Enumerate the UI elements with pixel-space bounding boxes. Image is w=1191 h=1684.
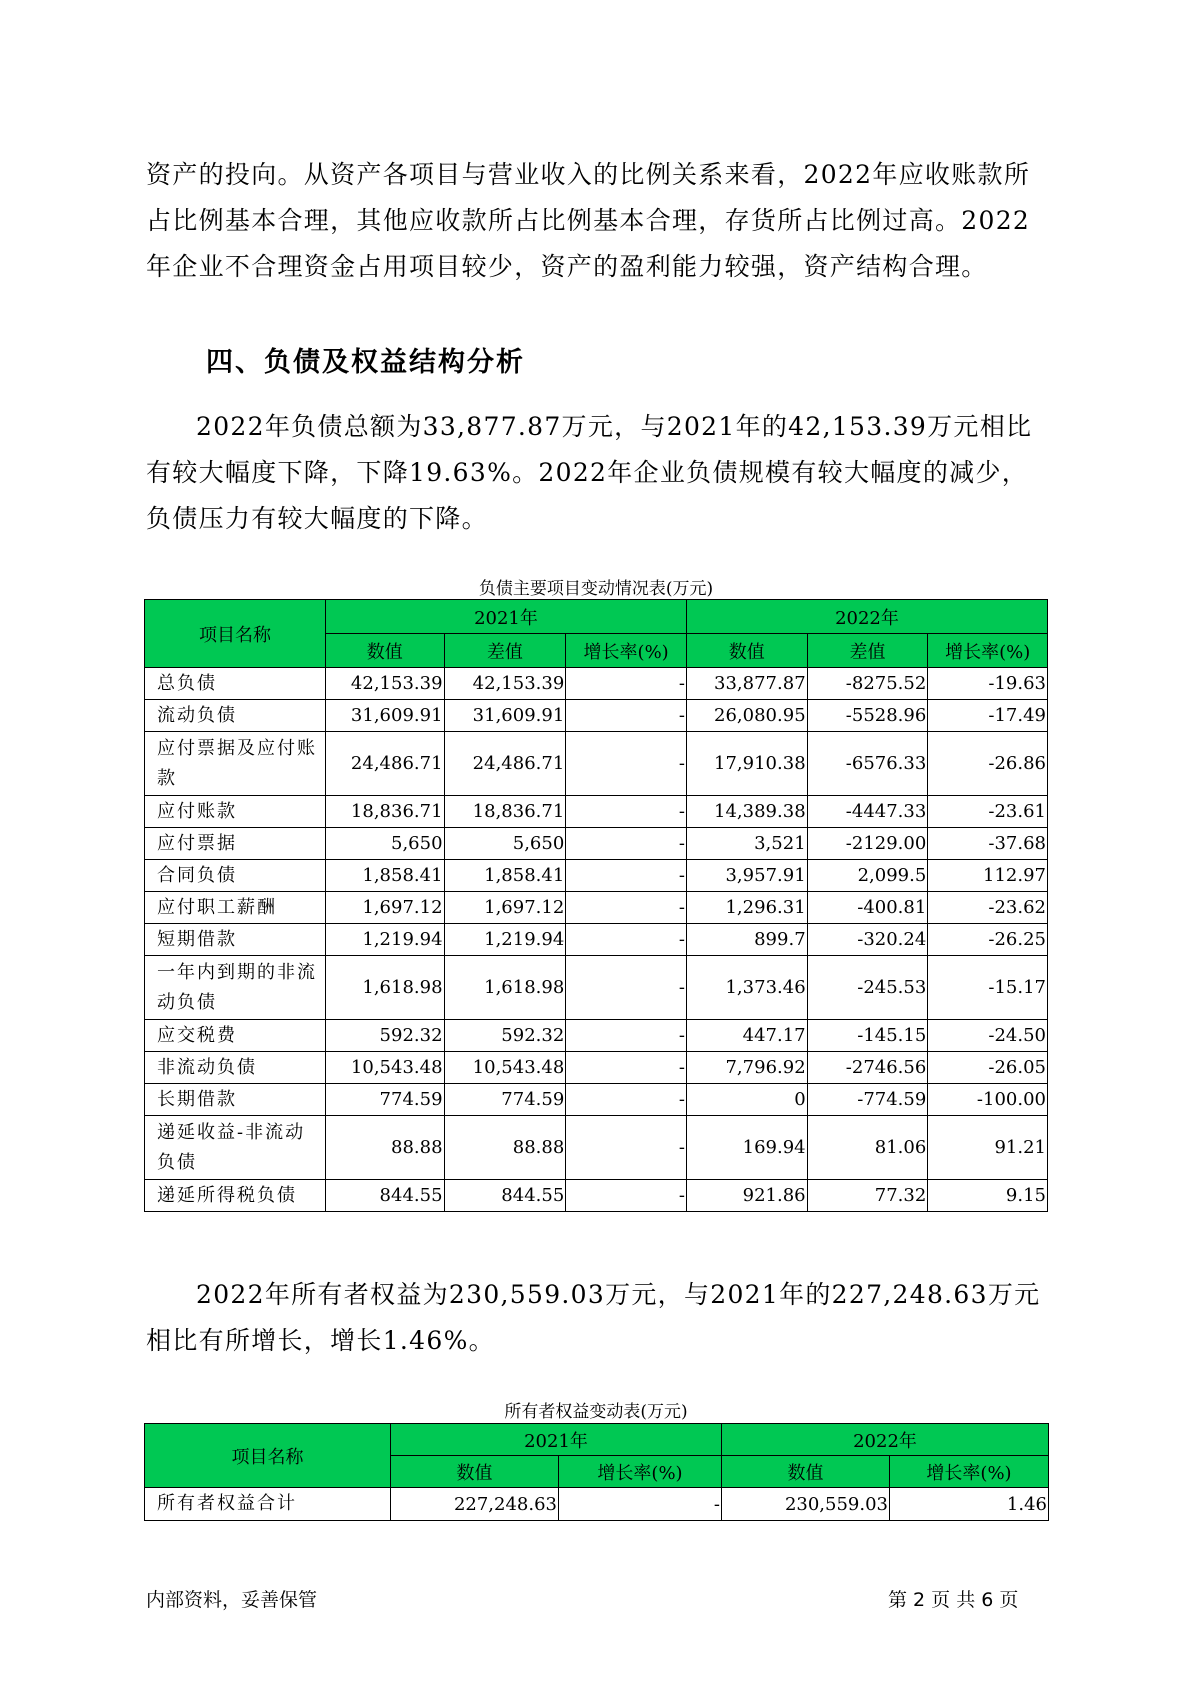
value-2021: 5,650 [326,828,445,860]
diff-2021: 5,650 [444,828,566,860]
diff-2021: 88.88 [444,1116,566,1180]
rate-2021: - [566,668,687,700]
diff-2022: -4447.33 [807,796,928,828]
value-2021: 10,543.48 [326,1052,445,1084]
row-name: 合同负债 [145,860,326,892]
table-row [145,1084,1048,1116]
rate-2021: - [566,860,687,892]
row-name: 应付职工薪酬 [145,892,326,924]
rate-2022: 112.97 [928,860,1048,892]
diff-2021: 1,618.98 [444,956,566,1020]
value-2022: 3,521 [686,828,807,860]
rate-2021: - [566,1180,687,1212]
value-2022: 447.17 [686,1020,807,1052]
footer-page-number: 第 2 页 共 6 页 [888,1589,1019,1611]
diff-2022: -2746.56 [807,1052,928,1084]
rate-2021: - [566,956,687,1020]
liability-table [144,599,1048,1212]
year-2021-header: 2021年 [326,600,687,634]
diff-2022: -8275.52 [807,668,928,700]
diff-2021: 1,219.94 [444,924,566,956]
rate-2021: - [559,1488,722,1521]
row-name: 所有者权益合计 [145,1488,391,1521]
sub-rate-2021: 增长率(%) [566,634,687,668]
diff-2021: 1,858.41 [444,860,566,892]
value-2021: 844.55 [326,1180,445,1212]
diff-2022: -5528.96 [807,700,928,732]
year-2022-header: 2022年 [722,1424,1049,1456]
row-name: 总负债 [145,668,326,700]
value-2021: 592.32 [326,1020,445,1052]
row-name: 递延收益-非流动负债 [145,1116,326,1180]
sub-rate-2022: 增长率(%) [890,1456,1049,1488]
intro-paragraph: 资产的投向。从资产各项目与营业收入的比例关系来看，2022年应收账款所占比例基本合理，其他应收款所占比例基本合理，存货所占比例过高。2022年企业不合理资金占用项目较少，资产的盈利能力较强，资产结构合理。 [146,160,1031,281]
value-2022: 1,296.31 [686,892,807,924]
row-name: 应付账款 [145,796,326,828]
diff-2021: 844.55 [444,1180,566,1212]
sub-value-2022: 数值 [686,634,807,668]
diff-2022: -145.15 [807,1020,928,1052]
diff-2021: 774.59 [444,1084,566,1116]
value-2022: 17,910.38 [686,732,807,796]
row-name: 递延所得税负债 [145,1180,326,1212]
sub-diff-2021: 差值 [444,634,566,668]
table-row [145,860,1048,892]
rate-2022: 91.21 [928,1116,1048,1180]
rate-2022: -23.61 [928,796,1048,828]
value-2022: 921.86 [686,1180,807,1212]
diff-2022: 2,099.5 [807,860,928,892]
sub-value-2021: 数值 [326,634,445,668]
liability-table-caption: 负债主要项目变动情况表(万元) [478,579,714,599]
rate-2021: - [566,1116,687,1180]
rate-2022: 9.15 [928,1180,1048,1212]
table-row [145,668,1048,700]
sub-value-2021: 数值 [391,1456,559,1488]
row-name: 流动负债 [145,700,326,732]
rate-2021: - [566,892,687,924]
diff-2021: 42,153.39 [444,668,566,700]
value-2021: 1,618.98 [326,956,445,1020]
sub-value-2022: 数值 [722,1456,890,1488]
row-name: 短期借款 [145,924,326,956]
table-row [145,1020,1048,1052]
rate-2021: - [566,1084,687,1116]
row-name: 长期借款 [145,1084,326,1116]
diff-2021: 24,486.71 [444,732,566,796]
col-item-name: 项目名称 [145,600,326,668]
rate-2022: -26.86 [928,732,1048,796]
diff-2021: 10,543.48 [444,1052,566,1084]
year-2022-header: 2022年 [686,600,1047,634]
value-2022: 14,389.38 [686,796,807,828]
table-row [145,700,1048,732]
section-heading: 四、负债及权益结构分析 [206,347,525,378]
rate-2021: - [566,796,687,828]
sub-diff-2022: 差值 [807,634,928,668]
rate-2021: - [566,1020,687,1052]
table-row [145,796,1048,828]
diff-2021: 31,609.91 [444,700,566,732]
value-2022: 169.94 [686,1116,807,1180]
rate-2022: -26.05 [928,1052,1048,1084]
rate-2021: - [566,732,687,796]
sub-rate-2021: 增长率(%) [559,1456,722,1488]
rate-2021: - [566,700,687,732]
row-name: 非流动负债 [145,1052,326,1084]
diff-2022: 77.32 [807,1180,928,1212]
value-2021: 24,486.71 [326,732,445,796]
value-2022: 230,559.03 [722,1488,890,1521]
diff-2021: 1,697.12 [444,892,566,924]
table-row [145,1488,1049,1521]
value-2021: 227,248.63 [391,1488,559,1521]
value-2022: 899.7 [686,924,807,956]
row-name: 一年内到期的非流动负债 [145,956,326,1020]
row-name: 应付票据 [145,828,326,860]
value-2022: 3,957.91 [686,860,807,892]
row-name: 应交税费 [145,1020,326,1052]
diff-2021: 18,836.71 [444,796,566,828]
table-row [145,892,1048,924]
footer-confidential: 内部资料，妥善保管 [146,1589,318,1611]
col-item-name: 项目名称 [145,1424,391,1488]
year-2021-header: 2021年 [391,1424,722,1456]
equity-table [144,1423,1049,1521]
rate-2022: -26.25 [928,924,1048,956]
value-2021: 88.88 [326,1116,445,1180]
value-2022: 0 [686,1084,807,1116]
diff-2022: -6576.33 [807,732,928,796]
value-2021: 774.59 [326,1084,445,1116]
liability-paragraph: 2022年负债总额为33,877.87万元，与2021年的42,153.39万元相比有较大幅度下降，下降19.63%。2022年企业负债规模有较大幅度的减少，负债压力有较大幅度的下降。 [146,412,1033,533]
rate-2022: -100.00 [928,1084,1048,1116]
rate-2022: -24.50 [928,1020,1048,1052]
rate-2022: -23.62 [928,892,1048,924]
diff-2022: -320.24 [807,924,928,956]
row-name: 应付票据及应付账款 [145,732,326,796]
value-2021: 31,609.91 [326,700,445,732]
value-2022: 1,373.46 [686,956,807,1020]
rate-2021: - [566,924,687,956]
rate-2022: -37.68 [928,828,1048,860]
value-2021: 1,219.94 [326,924,445,956]
rate-2022: -15.17 [928,956,1048,1020]
equity-table-caption: 所有者权益变动表(万元) [504,1402,688,1422]
value-2021: 1,858.41 [326,860,445,892]
diff-2022: -245.53 [807,956,928,1020]
table-row [145,828,1048,860]
value-2021: 18,836.71 [326,796,445,828]
diff-2021: 592.32 [444,1020,566,1052]
table-row [145,1116,1048,1180]
table-row [145,924,1048,956]
rate-2021: - [566,828,687,860]
diff-2022: 81.06 [807,1116,928,1180]
value-2022: 33,877.87 [686,668,807,700]
value-2022: 7,796.92 [686,1052,807,1084]
sub-rate-2022: 增长率(%) [928,634,1048,668]
table-row [145,732,1048,796]
diff-2022: -774.59 [807,1084,928,1116]
value-2021: 42,153.39 [326,668,445,700]
table-row [145,956,1048,1020]
diff-2022: -2129.00 [807,828,928,860]
rate-2022: 1.46 [890,1488,1049,1521]
value-2022: 26,080.95 [686,700,807,732]
rate-2021: - [566,1052,687,1084]
table-row [145,1052,1048,1084]
diff-2022: -400.81 [807,892,928,924]
rate-2022: -17.49 [928,700,1048,732]
equity-paragraph: 2022年所有者权益为230,559.03万元，与2021年的227,248.63万元相比有所增长，增长1.46%。 [146,1280,1041,1355]
rate-2022: -19.63 [928,668,1048,700]
value-2021: 1,697.12 [326,892,445,924]
table-row [145,1180,1048,1212]
